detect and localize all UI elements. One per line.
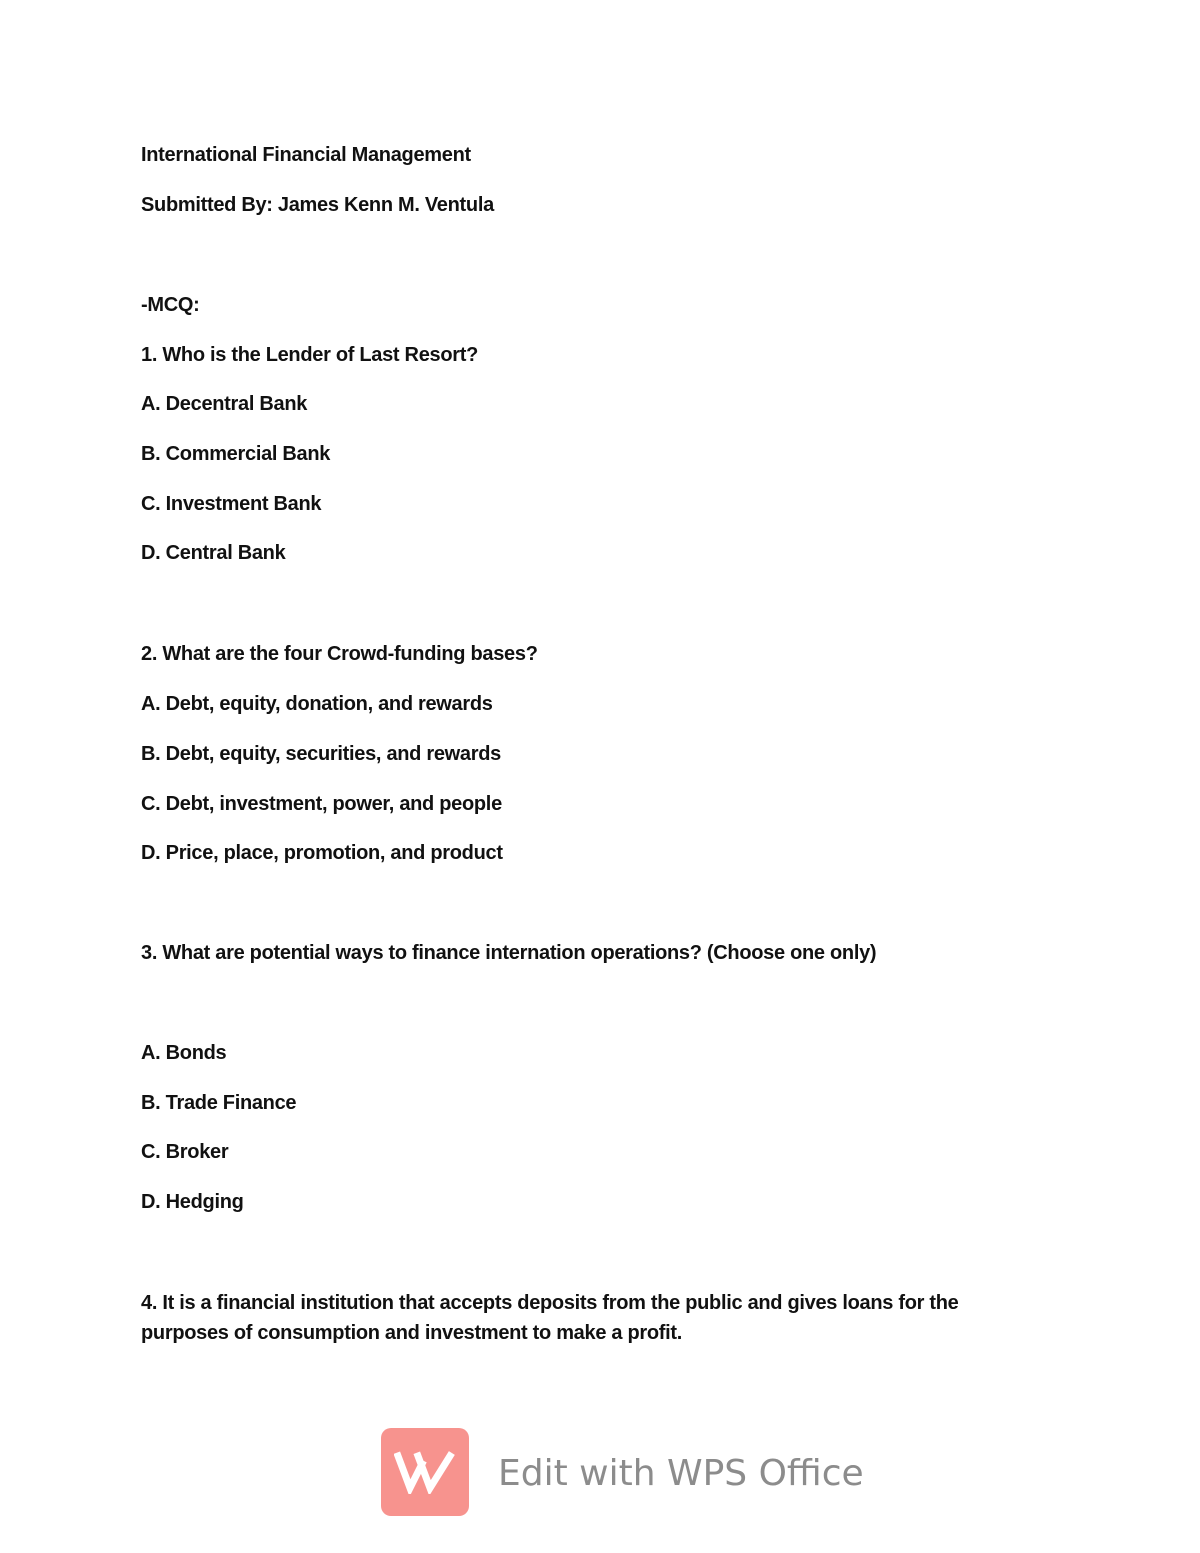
question-2-option-c: C. Debt, investment, power, and people	[141, 793, 502, 815]
question-3-option-d: D. Hedging	[141, 1191, 244, 1213]
question-1: 1. Who is the Lender of Last Resort?	[141, 344, 479, 366]
question-1-option-d: D. Central Bank	[141, 542, 286, 564]
question-3-option-a: A. Bonds	[141, 1042, 227, 1064]
section-label: -MCQ:	[141, 294, 200, 316]
question-3: 3. What are potential ways to finance internation operations? (Choose one only)	[141, 942, 877, 964]
question-4: 4. It is a financial institution that accepts deposits from the public and gives loans for the purposes of consumption and investment to make a profit.	[141, 1292, 959, 1344]
question-2-option-b: B. Debt, equity, securities, and rewards	[141, 743, 501, 765]
wps-edit-label[interactable]: Edit with WPS Office	[498, 1453, 864, 1494]
question-1-option-a: A. Decentral Bank	[141, 393, 308, 415]
question-2: 2. What are the four Crowd-funding bases?	[141, 643, 538, 665]
wps-logo-icon[interactable]	[381, 1428, 469, 1516]
question-2-option-a: A. Debt, equity, donation, and rewards	[141, 693, 493, 715]
question-2-option-d: D. Price, place, promotion, and product	[141, 842, 503, 864]
question-1-option-b: B. Commercial Bank	[141, 443, 331, 465]
question-1-option-c: C. Investment Bank	[141, 493, 322, 515]
question-3-option-c: C. Broker	[141, 1141, 229, 1163]
submitted-by: Submitted By: James Kenn M. Ventula	[141, 194, 494, 216]
question-3-option-b: B. Trade Finance	[141, 1092, 297, 1114]
document-title: International Financial Management	[141, 144, 471, 166]
